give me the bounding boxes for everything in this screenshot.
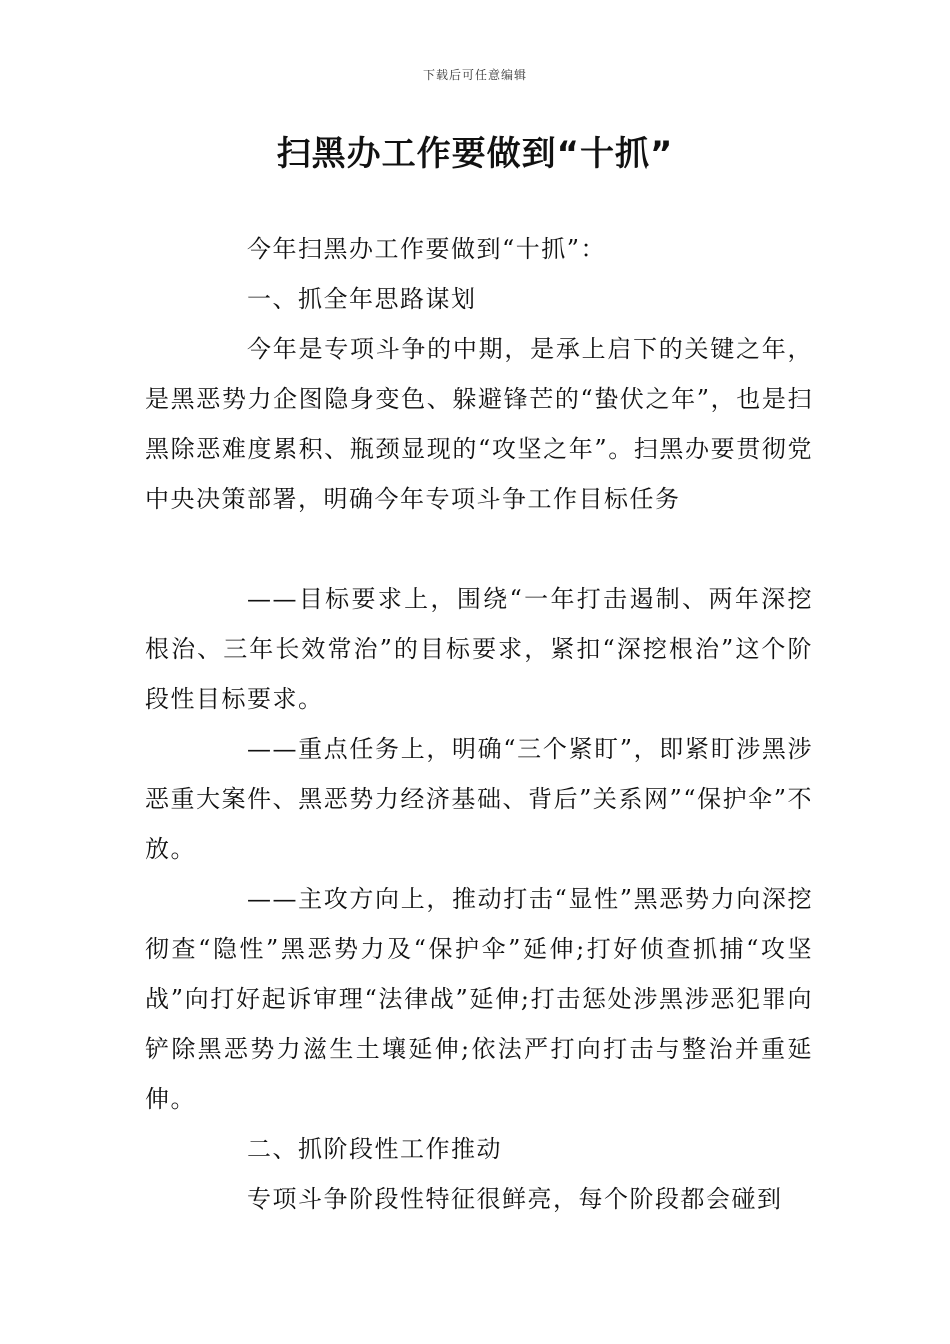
section-1-paragraph: 今年是专项斗争的中期，是承上启下的关键之年，是黑恶势力企图隐身变色、躲避锋芒的“蛰伏之年”，也是扫黑除恶难度累积、瓶颈显现的“攻坚之年”。扫黑办要贯彻党中央决策部署，明确今年专项斗争工作目标任务 [145,335,813,513]
section-1-heading: 一、抓全年思路谋划 [247,285,477,313]
task-paragraph-block [145,724,813,874]
direction-paragraph: ——主攻方向上，推动打击“显性”黑恶势力向深挖彻查“隐性”黑恶势力及“保护伞”延伸;打好侦查抓捕“攻坚战”向打好起诉审理“法律战”延伸;打击惩处涉黑涉恶犯罪向铲除黑恶势力滋生土壤延伸;依法严打向打击与整治并重延伸。 [145,885,813,1113]
task-paragraph: ——重点任务上，明确“三个紧盯”，即紧盯涉黑涉恶重大案件、黑恶势力经济基础、背后”关系网”“保护伞”不放。 [145,735,813,863]
section-1-heading-block [145,274,813,324]
intro-text: 今年扫黑办工作要做到“十抓”： [247,235,607,263]
goal-paragraph-block [145,574,813,724]
intro-paragraph [145,224,813,274]
section-2-heading: 二、抓阶段性工作推动 [247,1135,502,1163]
direction-paragraph-block [145,874,813,1124]
document-title: 扫黑办工作要做到“十抓” [276,134,674,174]
header-note: 下载后可任意编辑 [422,68,527,82]
section-2-heading-block [145,1124,813,1174]
goal-paragraph: ——目标要求上，围绕“一年打击遏制、两年深挖根治、三年长效常治”的目标要求，紧扣“深挖根治”这个阶段性目标要求。 [145,585,813,713]
section-2-paragraph-block [145,1174,813,1224]
section-1-paragraph-block [145,324,813,524]
section-2-paragraph: 专项斗争阶段性特征很鲜亮，每个阶段都会碰到 [247,1185,783,1213]
